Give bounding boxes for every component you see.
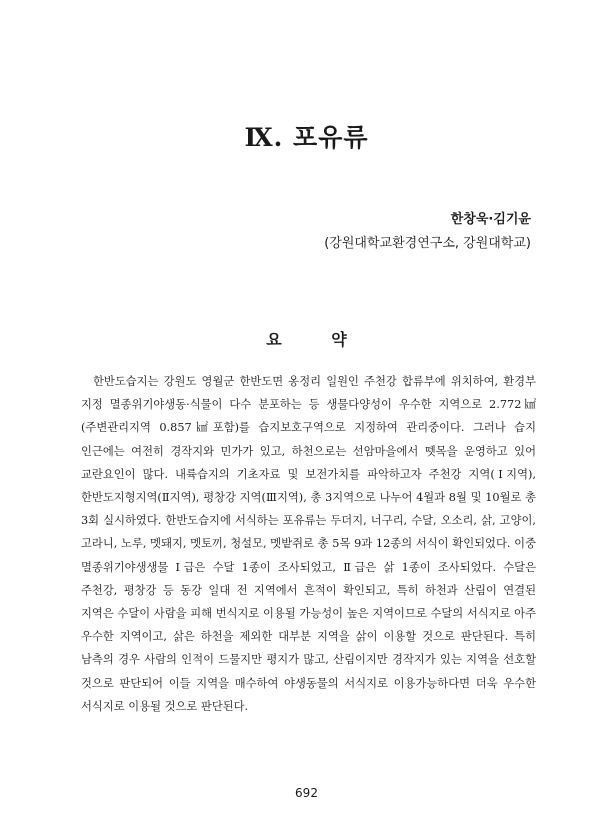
authors: 한창욱·김기윤: [450, 212, 531, 227]
abstract-body: 한반도습지는 강원도 영월군 한반도면 옹정리 일원인 주천강 합류부에 위치하여, 환경부 지정 멸종위기야생동·식물이 다수 분포하는 등 생물다양성이 우수한 지역으로 2.772㎢(주변관리지역 0.857㎢포함)를 습지보호구역으로 지정하여 관리중이다. 그러나 습지 인근에는 여전히 경작지와 민가가 있고, 하천으로는 선암마을에서 뗏목을 운영하고 있어 교란요인이 많다. 내륙습지의 기초자료 및 보전가치를 파악하고자 주천강 지역(Ⅰ지역), 한반도지형지역(Ⅱ지역), 평창강 지역(Ⅲ지역), 총 3지역으로 나누어 4월과 8월 및 10월로 총 3회 실시하였다. 한반도습지에 서식하는 포유류는 두더지, 너구리, 수달, 오소리, 삵, 고양이, 고라니, 노루, 멧돼지, 멧토끼, 청설모, 멧밭쥐로 총 5목 9과 12종의 서식이 확인되었다. 이중 멸종위기야생생물 Ⅰ급은 수달 1종이 조사되었고, Ⅱ급은 삵 1종이 조사되었다. 수달은 주천강, 평창강 등 동강 일대 전 지역에서 흔적이 확인되고, 특히 하천과 산림이 연결된 지역은 수달이 사람을 피해 번식지로 이용될 가능성이 높은 지역이므로 수달의 서식지로 아주 우수한 지역이고, 삵은 하천을 제외한 대부분 지역을 삵이 이용할 것으로 판단된다. 특히 남측의 경우 사람의 인적이 드물지만 평지가 많고, 산림이지만 경작지가 있는 지역을 선호할 것으로 판단되어 이들 지역을 매수하여 야생동물의 서식지로 이용가능하다면 더욱 우수한 서식지로 이용될 것으로 판단된다.: [81, 375, 536, 713]
abstract-heading: 요 약: [266, 330, 369, 349]
affiliation: (강원대학교환경연구소, 강원대학교): [324, 236, 531, 251]
page-number: 692: [295, 786, 318, 800]
chapter-title: Ⅸ. 포유류: [244, 123, 369, 152]
